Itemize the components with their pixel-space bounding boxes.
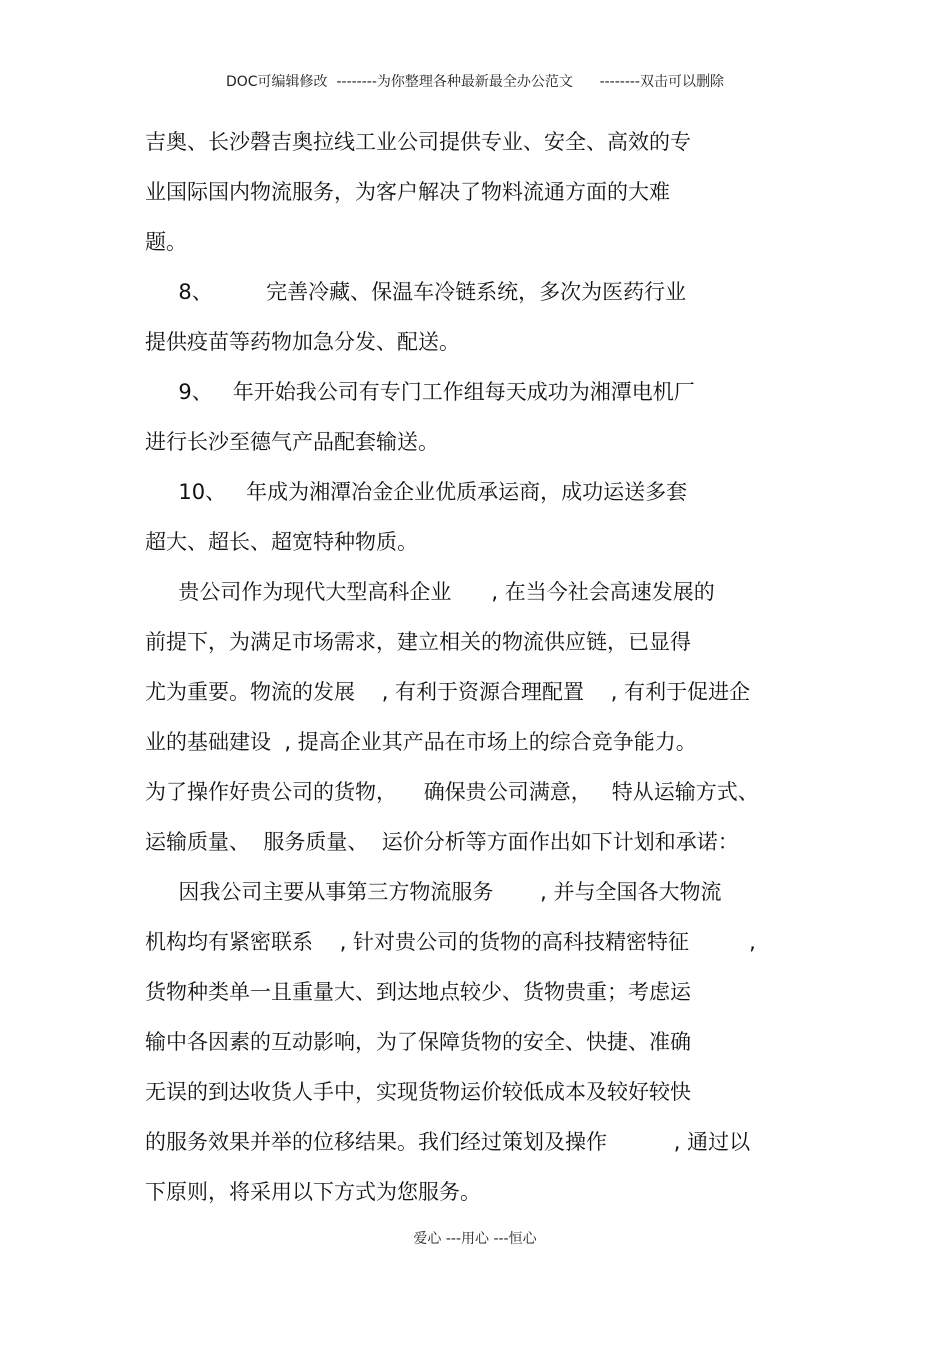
text-line: 为了操作好贵公司的货物， 确保贵公司满意， 特从运输方式、 bbox=[145, 780, 759, 804]
text-line: 业国际国内物流服务，为客户解决了物料流通方面的大难 bbox=[145, 180, 670, 204]
page-footer: 爱心 ---用心 ---恒心 bbox=[413, 1231, 537, 1247]
text-line: 9、 年开始我公司有专门工作组每天成功为湘潭电机厂 bbox=[145, 380, 695, 404]
text-line: 业的基础建设 , 提高企业其产品在市场上的综合竞争能力。 bbox=[145, 730, 697, 754]
text-line: 货物种类单一且重量大、到达地点较少、货物贵重；考虑运 bbox=[145, 980, 691, 1004]
text-line: 下原则，将采用以下方式为您服务。 bbox=[145, 1180, 481, 1204]
text-line: 提供疫苗等药物加急分发、配送。 bbox=[145, 330, 460, 354]
text-line: 机构均有紧密联系 , 针对贵公司的货物的高科技精密特征 , bbox=[145, 930, 756, 954]
text-line: 贵公司作为现代大型高科企业 , 在当今社会高速发展的 bbox=[145, 580, 715, 604]
text-line: 尤为重要。物流的发展 , 有利于资源合理配置 , 有利于促进企 bbox=[145, 680, 751, 704]
text-line: 的服务效果并举的位移结果。我们经过策划及操作 , 通过以 bbox=[145, 1130, 751, 1154]
text-line: 输中各因素的互动影响，为了保障货物的安全、快捷、准确 bbox=[145, 1030, 691, 1054]
text-line: 因我公司主要从事第三方物流服务 , 并与全国各大物流 bbox=[145, 880, 722, 904]
text-line: 题。 bbox=[145, 230, 187, 254]
text-line: 运输质量、 服务质量、 运价分析等方面作出如下计划和承诺： bbox=[145, 830, 739, 854]
page-header: DOC可编辑修改 --------为你整理各种最新最全办公范文 --------双击可以删除 bbox=[225, 74, 724, 90]
text-line: 吉奥、长沙磬吉奥拉线工业公司提供专业、安全、高效的专 bbox=[145, 130, 691, 154]
text-line: 8、 完善冷藏、保温车冷链系统，多次为医药行业 bbox=[145, 280, 687, 304]
text-line: 10、 年成为湘潭冶金企业优质承运商，成功运送多套 bbox=[145, 480, 688, 504]
text-line: 进行长沙至德气产品配套输送。 bbox=[145, 430, 439, 454]
text-line: 前提下，为满足市场需求，建立相关的物流供应链，已显得 bbox=[145, 630, 691, 654]
text-line: 超大、超长、超宽特种物质。 bbox=[145, 530, 418, 554]
document-body bbox=[145, 124, 825, 1224]
text-line: 无误的到达收货人手中，实现货物运价较低成本及较好较快 bbox=[145, 1080, 691, 1104]
